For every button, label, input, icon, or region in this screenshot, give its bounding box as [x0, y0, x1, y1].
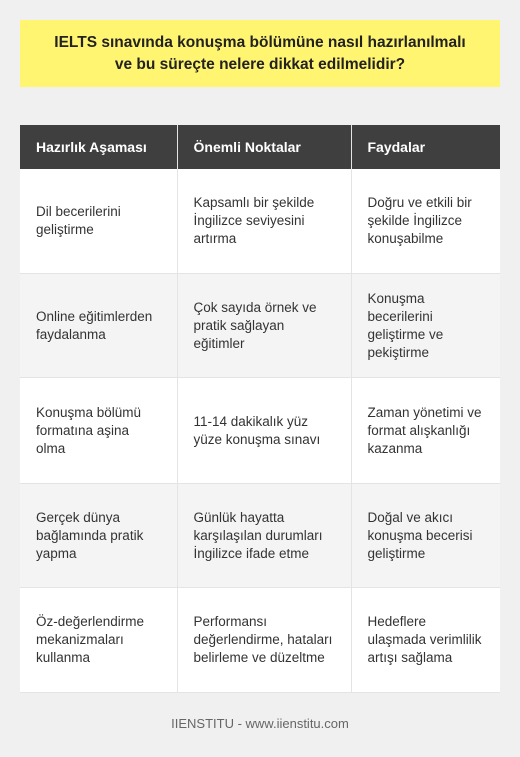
- table-row: [20, 588, 500, 693]
- table-cell: Günlük hayatta karşılaşılan durumları İngilizce ifade etme: [177, 484, 351, 588]
- table-cell: 11-14 dakikalık yüz yüze konuşma sınavı: [177, 378, 351, 484]
- title-banner: [20, 20, 500, 87]
- footer-credit: IIENSTITU - www.iienstitu.com: [171, 716, 349, 731]
- table-row: [20, 378, 500, 484]
- header-onemli-noktalar: Önemli Noktalar: [177, 125, 351, 169]
- table-row: [20, 274, 500, 378]
- table-cell: Zaman yönetimi ve format alışkanlığı kazanma: [351, 378, 500, 484]
- table-row: [20, 484, 500, 588]
- table-cell: Dil becerilerini geliştirme: [20, 169, 177, 274]
- table-cell: Çok sayıda örnek ve pratik sağlayan eğitimler: [177, 274, 351, 378]
- table-cell: Doğru ve etkili bir şekilde İngilizce konuşabilme: [351, 169, 500, 274]
- table-cell: Kapsamlı bir şekilde İngilizce seviyesini artırma: [177, 169, 351, 274]
- title-line-1: IELTS sınavında konuşma bölümüne nasıl hazırlanılmalı: [54, 33, 466, 51]
- comparison-table: [20, 125, 500, 693]
- table-cell: Konuşma becerilerini geliştirme ve pekiştirme: [351, 274, 500, 378]
- table-cell: Doğal ve akıcı konuşma becerisi geliştirme: [351, 484, 500, 588]
- page-title: [54, 32, 465, 76]
- table-cell: Konuşma bölümü formatına aşina olma: [20, 378, 177, 484]
- table-row: [20, 169, 500, 274]
- table-cell: Performansı değerlendirme, hataları belirleme ve düzeltme: [177, 588, 351, 693]
- table-cell: Online eğitimlerden faydalanma: [20, 274, 177, 378]
- table-header-row: [20, 125, 500, 169]
- table-cell: Öz-değerlendirme mekanizmaları kullanma: [20, 588, 177, 693]
- header-faydalar: Faydalar: [351, 125, 500, 169]
- header-hazirlik-asamasi: Hazırlık Aşaması: [20, 125, 177, 169]
- comparison-table-container: [20, 125, 500, 693]
- title-line-2: ve bu süreçte nelere dikkat edilmelidir?: [114, 55, 406, 73]
- table-cell: Gerçek dünya bağlamında pratik yapma: [20, 484, 177, 588]
- table-cell: Hedeflere ulaşmada verimlilik artışı sağlama: [351, 588, 500, 693]
